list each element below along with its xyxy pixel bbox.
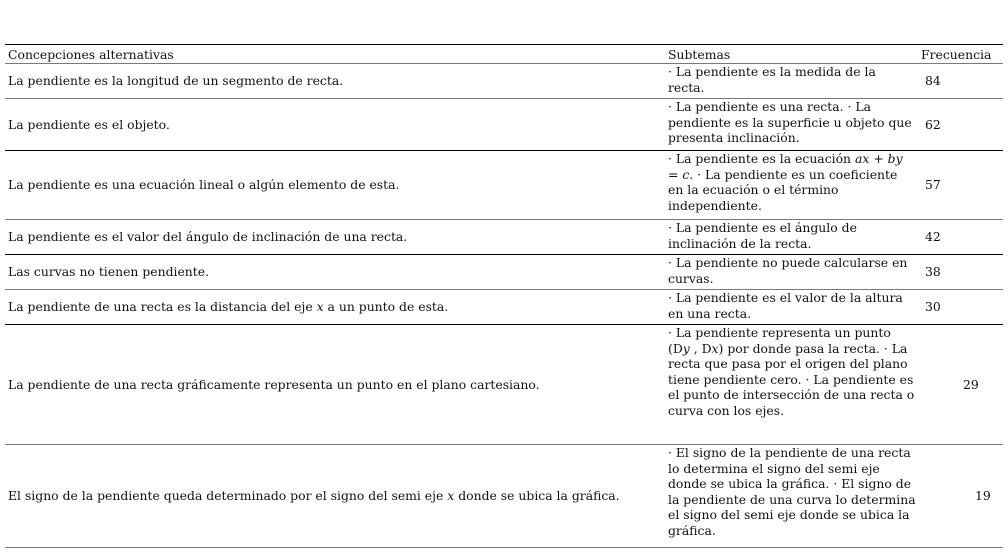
subtema-text: +	[869, 151, 888, 166]
subtemas-cell: · La pendiente no puede calcularse en curvas.	[665, 255, 918, 290]
table-row	[5, 290, 1003, 325]
concepcion-text: La pendiente de una recta es la distancia del eje	[8, 299, 317, 315]
frecuencia-cell: 42	[918, 220, 1003, 255]
subtema-text: , D	[689, 340, 712, 356]
math-variable: x	[447, 488, 455, 504]
header-frecuencia: Frecuencia	[918, 45, 1003, 64]
frecuencia-cell: 84	[918, 64, 1003, 99]
concepcion-cell: Las curvas no tienen pendiente.	[5, 255, 665, 290]
frecuencia-cell: 19	[918, 445, 1003, 548]
concepcion-cell	[5, 445, 665, 548]
subtemas-cell: · El signo de la pendiente de una recta lo determina el signo del semi eje donde se ubica la gráfica. · El signo de la pendiente de una curva lo determina el signo del semi eje donde se ubica la gráfica.	[665, 445, 918, 548]
math-variable: x	[316, 299, 324, 315]
concepcion-cell: La pendiente es la longitud de un segmento de recta.	[5, 64, 665, 99]
math-variable: x	[711, 340, 719, 356]
subtema-text: =	[668, 166, 683, 182]
concepcion-text: donde se ubica la gráfica.	[454, 488, 620, 504]
concepcion-cell: La pendiente es el objeto.	[5, 99, 665, 151]
subtemas-cell: · La pendiente es una recta. · La pendiente es la superficie u objeto que presenta inclinación.	[665, 99, 918, 151]
concepciones-table	[5, 44, 1003, 548]
subtemas-cell: · La pendiente es el ángulo de inclinación de la recta.	[665, 220, 918, 255]
header-row	[5, 45, 1003, 64]
table-row	[5, 220, 1003, 255]
concepcion-cell: La pendiente es una ecuación lineal o algún elemento de esta.	[5, 151, 665, 220]
subtema-text: ) por donde pasa la recta. · La recta que pasa por el origen del plano tiene pendiente cero. · La pendiente es el punto de intersección de una recta o curva con los ejes.	[668, 340, 915, 418]
math-variable: y	[682, 340, 690, 356]
frecuencia-cell: 62	[918, 99, 1003, 151]
concepcion-text: a un punto de esta.	[323, 299, 449, 315]
table-row	[5, 99, 1003, 151]
header-concepciones: Concepciones alternativas	[5, 45, 665, 64]
subtemas-cell: · La pendiente es la medida de la recta.	[665, 64, 918, 99]
concepcion-cell: La pendiente es el valor del ángulo de inclinación de una recta.	[5, 220, 665, 255]
table-row	[5, 64, 1003, 99]
table-row	[5, 151, 1003, 220]
math-variable: c	[682, 166, 690, 182]
subtemas-cell: · La pendiente es el valor de la altura en una recta.	[665, 290, 918, 325]
math-variable: ax	[854, 151, 870, 166]
frecuencia-cell: 29	[918, 325, 1003, 445]
frecuencia-cell: 38	[918, 255, 1003, 290]
table-row	[5, 445, 1003, 548]
table-row	[5, 255, 1003, 290]
subtema-text: · La pendiente es la ecuación	[668, 151, 855, 166]
concepcion-text: El signo de la pendiente queda determinado por el signo del semi eje	[8, 488, 448, 504]
math-variable: by	[887, 151, 903, 166]
concepcion-cell	[5, 290, 665, 325]
subtemas-cell	[665, 325, 918, 445]
header-subtemas: Subtemas	[665, 45, 918, 64]
subtema-text: . · La pendiente es un coeficiente en la ecuación o el término independiente.	[668, 166, 898, 213]
table-row	[5, 325, 1003, 445]
concepcion-cell: La pendiente de una recta gráficamente representa un punto en el plano cartesiano.	[5, 325, 665, 445]
frecuencia-cell: 57	[918, 151, 1003, 220]
frecuencia-cell: 30	[918, 290, 1003, 325]
subtemas-cell	[665, 151, 918, 220]
subtema-text: · La pendiente representa un punto (D	[668, 325, 891, 356]
